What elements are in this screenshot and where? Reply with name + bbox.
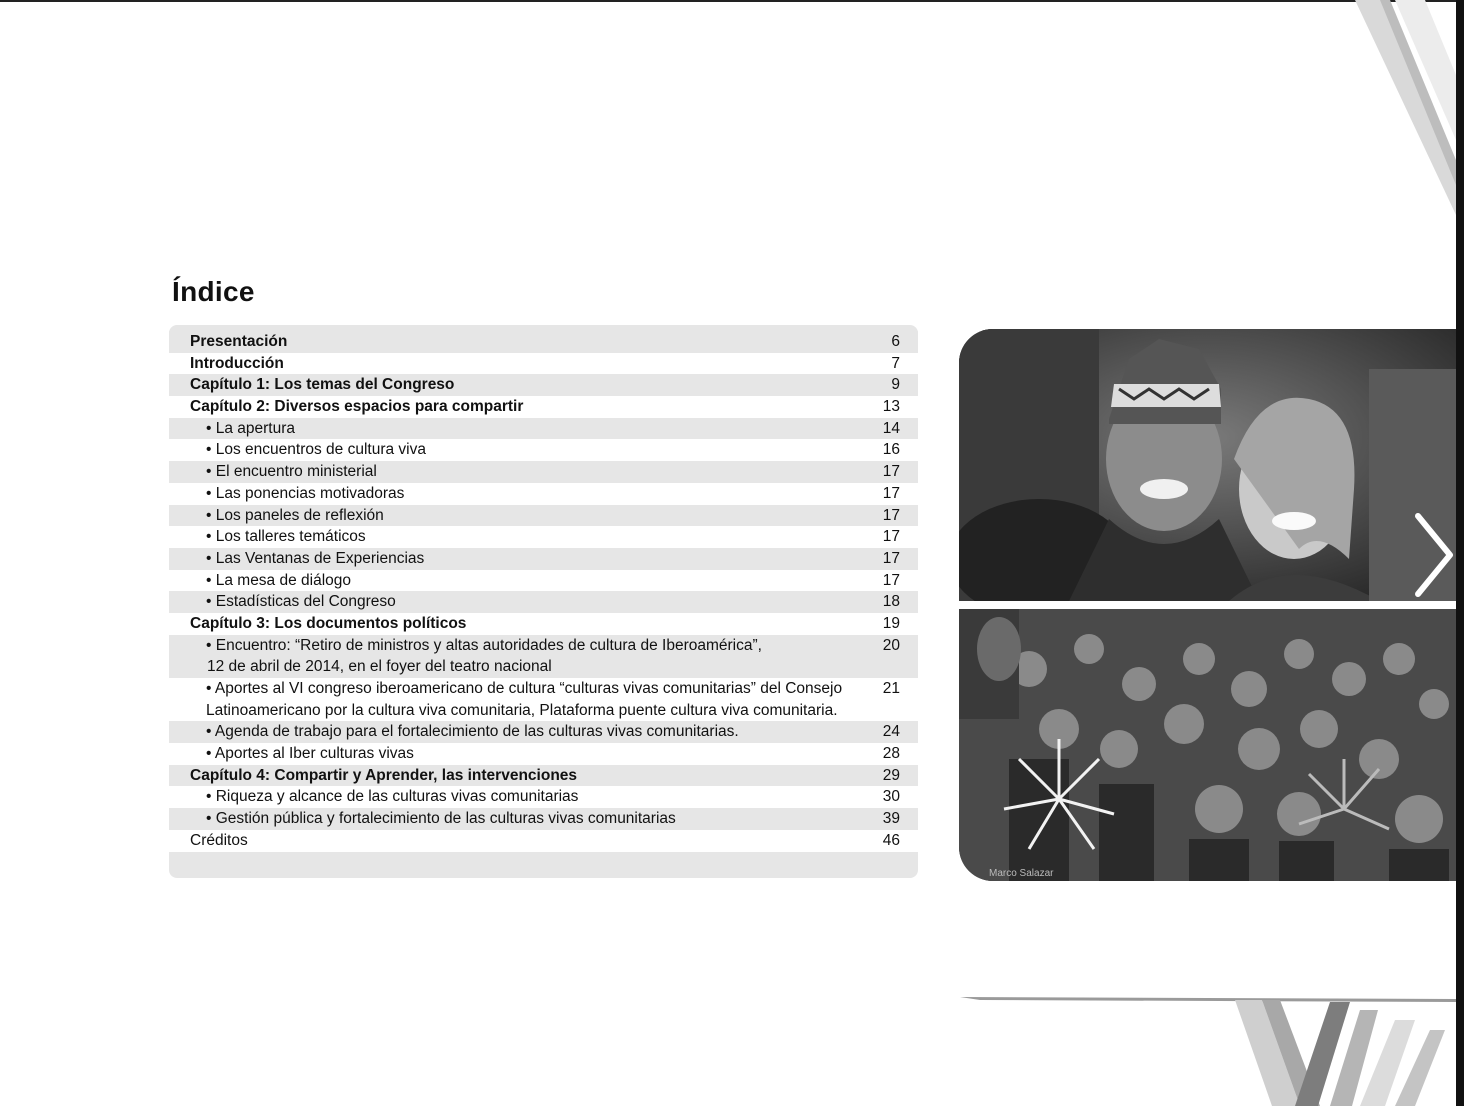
toc-entry[interactable] xyxy=(169,743,918,765)
toc-entry-label-continued: Latinoamericano por la cultura viva comunitaria, Plataforma puente cultura viva comunitaria. xyxy=(206,701,838,719)
toc-entry-label: • Las ponencias motivadoras xyxy=(206,484,405,502)
toc-entry-page-number: 17 xyxy=(882,506,900,524)
crowd-photo-graphic xyxy=(959,609,1456,881)
toc-entry-page-number: 24 xyxy=(882,723,900,741)
toc-entry-label: Capítulo 3: Los documentos políticos xyxy=(190,614,467,632)
toc-entry-label: Presentación xyxy=(190,333,288,350)
toc-list xyxy=(169,325,918,852)
toc-entry[interactable] xyxy=(169,418,918,440)
toc-entry-label: • Los encuentros de cultura viva xyxy=(206,441,426,459)
photo-credit: Marco Salazar xyxy=(989,868,1054,879)
toc-entry[interactable] xyxy=(169,505,918,527)
toc-entry-label: Capítulo 2: Diversos espacios para compartir xyxy=(190,398,524,416)
toc-entry-page-number: 13 xyxy=(882,398,900,416)
table-of-contents xyxy=(169,325,918,878)
toc-entry-label: • La mesa de diálogo xyxy=(206,571,352,589)
toc-entry-label: • Agenda de trabajo para el fortalecimiento de las culturas vivas comunitarias. xyxy=(206,723,739,741)
toc-entry-page-number: 17 xyxy=(882,463,900,481)
toc-entry-label: • La apertura xyxy=(206,419,296,437)
toc-entry[interactable] xyxy=(169,721,918,743)
toc-entry-page-number: 6 xyxy=(891,333,900,350)
toc-entry[interactable] xyxy=(169,483,918,505)
toc-entry-label: Capítulo 1: Los temas del Congreso xyxy=(190,376,455,394)
toc-entry-page-number: 28 xyxy=(882,745,900,763)
toc-entry-page-number: 16 xyxy=(882,441,900,459)
next-page-button[interactable] xyxy=(1410,510,1456,600)
toc-entry[interactable] xyxy=(169,786,918,808)
toc-entry[interactable] xyxy=(169,353,918,375)
portrait-photo xyxy=(959,329,1456,601)
toc-entry-page-number: 17 xyxy=(882,528,900,546)
toc-entry[interactable] xyxy=(169,570,918,592)
toc-entry[interactable] xyxy=(169,526,918,548)
toc-entry-page-number: 9 xyxy=(891,376,900,394)
toc-entry-page-number: 29 xyxy=(882,766,900,784)
chevron-right-icon xyxy=(1410,510,1456,600)
toc-entry-page-number: 21 xyxy=(882,680,900,698)
toc-entry-page-number: 7 xyxy=(891,354,900,372)
toc-entry-page-number: 46 xyxy=(882,831,900,849)
toc-entry-page-number: 17 xyxy=(882,571,900,589)
toc-entry[interactable] xyxy=(169,808,918,830)
toc-entry-label: Créditos xyxy=(190,831,248,849)
toc-entry-page-number: 39 xyxy=(882,810,900,828)
toc-entry-page-number: 17 xyxy=(882,549,900,567)
toc-entry-label: Capítulo 4: Compartir y Aprender, las intervenciones xyxy=(190,766,578,784)
toc-entry-label: • Encuentro: “Retiro de ministros y altas autoridades de cultura de Iberoamérica”, xyxy=(206,636,762,654)
toc-entry[interactable] xyxy=(169,830,918,852)
toc-entry[interactable] xyxy=(169,678,918,721)
toc-entry-label: • Los paneles de reflexión xyxy=(206,506,384,524)
toc-entry-label: • Gestión pública y fortalecimiento de las culturas vivas comunitarias xyxy=(206,810,676,828)
toc-entry-page-number: 19 xyxy=(882,614,900,632)
toc-entry[interactable] xyxy=(169,635,918,678)
toc-entry[interactable] xyxy=(169,439,918,461)
toc-entry-label: • El encuentro ministerial xyxy=(206,463,377,481)
toc-entry-page-number: 20 xyxy=(882,636,900,654)
toc-entry-label: • Riqueza y alcance de las culturas vivas comunitarias xyxy=(206,788,579,806)
toc-entry[interactable] xyxy=(169,396,918,418)
top-border-line xyxy=(0,0,1456,2)
toc-entry-label: • Los talleres temáticos xyxy=(206,528,366,546)
toc-entry-page-number: 17 xyxy=(882,484,900,502)
toc-entry[interactable] xyxy=(169,374,918,396)
page-edge xyxy=(1456,0,1464,1106)
toc-entry-page-number: 14 xyxy=(882,419,900,437)
toc-entry-label: • Estadísticas del Congreso xyxy=(206,593,396,611)
portrait-photo-graphic xyxy=(959,329,1456,601)
toc-entry-label: Introducción xyxy=(190,354,284,372)
toc-entry[interactable] xyxy=(169,613,918,635)
toc-entry[interactable] xyxy=(169,591,918,613)
toc-entry[interactable] xyxy=(169,548,918,570)
toc-entry-label: • Aportes al VI congreso iberoamericano de cultura “culturas vivas comunitarias” del Consejo xyxy=(206,680,843,698)
toc-entry[interactable] xyxy=(169,331,918,353)
toc-entry-label-continued: 12 de abril de 2014, en el foyer del teatro nacional xyxy=(207,658,552,676)
toc-entry-page-number: 18 xyxy=(882,593,900,611)
toc-entry[interactable] xyxy=(169,765,918,787)
crowd-photo xyxy=(959,609,1456,881)
toc-entry-page-number: 30 xyxy=(882,788,900,806)
toc-entry-label: • Las Ventanas de Experiencias xyxy=(206,549,425,567)
page-title: Índice xyxy=(172,276,255,307)
toc-entry-label: • Aportes al Iber culturas vivas xyxy=(206,745,414,763)
toc-entry[interactable] xyxy=(169,461,918,483)
